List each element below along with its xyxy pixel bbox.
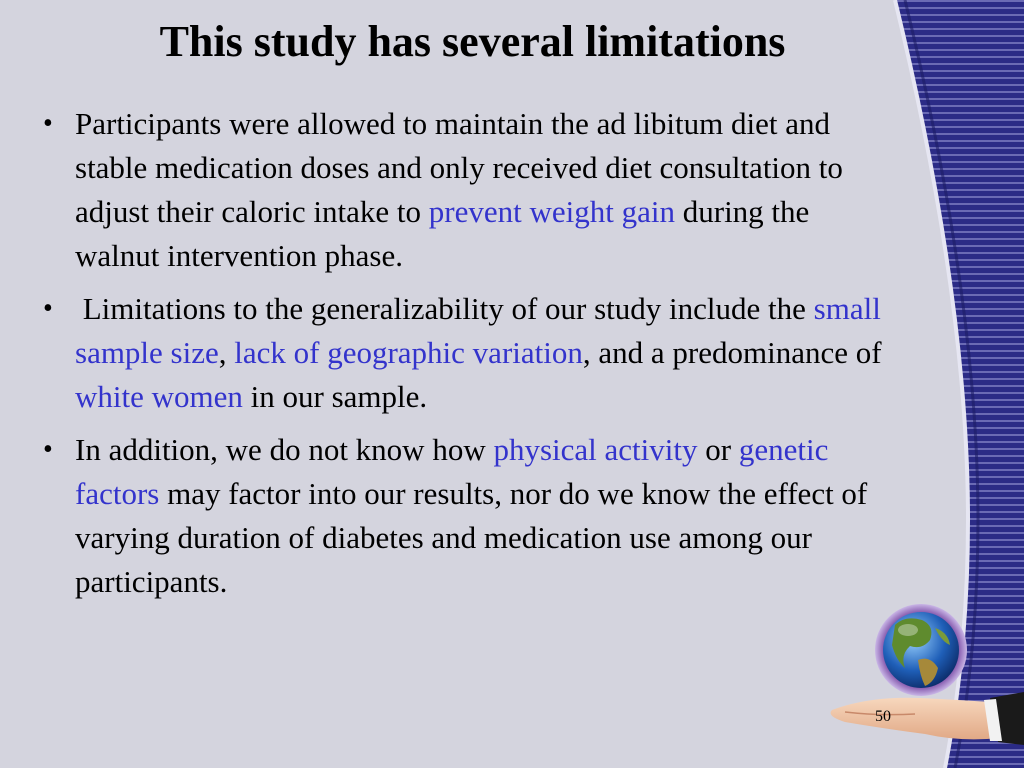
highlighted-text: genetic factors xyxy=(75,432,829,511)
highlighted-text: white women xyxy=(75,379,243,414)
bullet-list xyxy=(40,102,900,613)
bullet-text: In addition, we do not know how xyxy=(75,432,494,467)
bullet-text: in our sample. xyxy=(242,379,428,414)
bullet-text: Participants were allowed to maintain the ad libitum diet and stable medication doses and only received diet consultation to adjust their caloric intake to xyxy=(75,106,843,229)
bullet-item xyxy=(40,428,900,604)
bullet-text: , and a predominance of xyxy=(582,335,882,370)
highlighted-text: prevent weight gain xyxy=(428,194,675,229)
highlighted-text: physical activity xyxy=(493,432,698,467)
page-number: 50 xyxy=(875,708,891,725)
highlighted-text: small sample size xyxy=(75,291,881,370)
hand-icon xyxy=(831,692,1024,745)
highlighted-text: lack of geographic variation xyxy=(234,335,583,370)
bullet-text: during the walnut intervention phase. xyxy=(75,194,810,273)
globe-icon xyxy=(875,604,967,696)
bullet-marker: • xyxy=(43,293,53,324)
bullet-text: or xyxy=(697,432,739,467)
bullet-text: , xyxy=(218,335,235,370)
bullet-item xyxy=(40,102,900,278)
bullet-text: may factor into our results, nor do we know the effect of varying duration of diabetes and medication use among our participants. xyxy=(75,476,868,599)
slide-title: This study has several limitations xyxy=(159,17,786,66)
bullet-marker: • xyxy=(43,108,53,139)
bullet-marker: • xyxy=(43,434,53,465)
bullet-text: Limitations to the generalizability of our study include the xyxy=(75,291,814,326)
bullet-item xyxy=(40,287,900,419)
